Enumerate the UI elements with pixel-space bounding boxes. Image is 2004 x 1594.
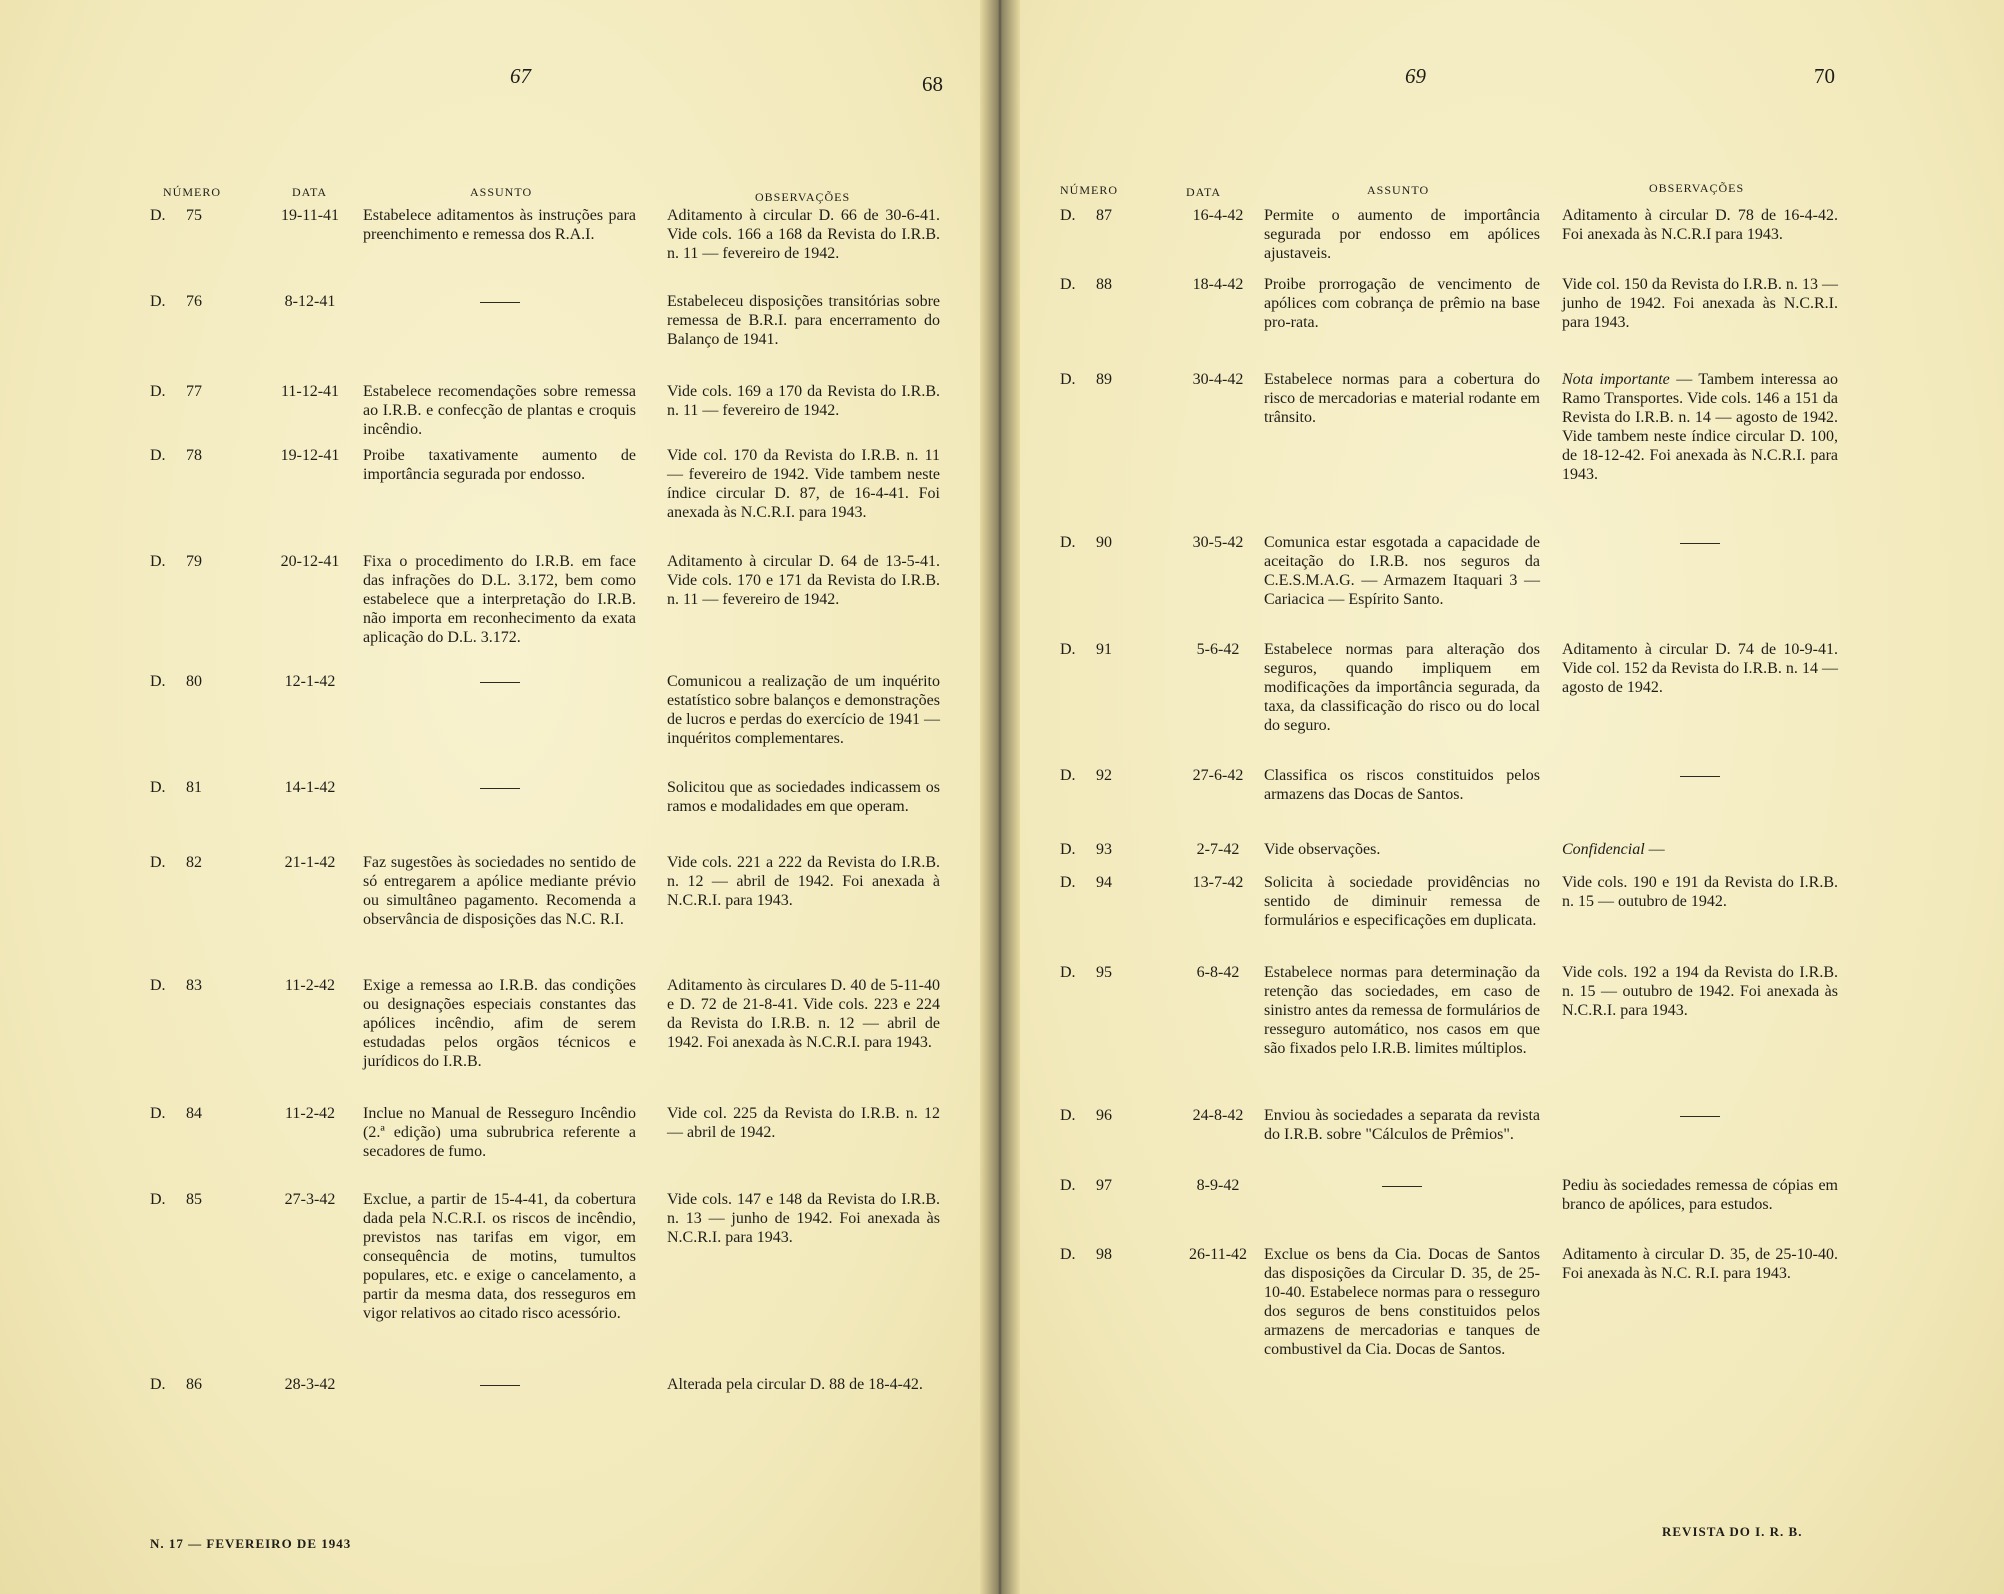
circular-number-value: 83 bbox=[186, 977, 202, 994]
circular-subject: Faz sugestões às sociedades no sentido de só entregarem a apólice mediante prévio ou simultâneo pagamento. Recomenda a observância de disposições das N.C. R.I. bbox=[363, 854, 636, 928]
circular-number bbox=[1060, 840, 1170, 859]
circular-subject: Exclue, a partir de 15-4-41, da cobertura dada pela N.C.R.I. os riscos de incêndio, previstos nas tarifas em vigor, em consequência de motins, tumultos populares, etc. e exige o cancelamento, a partir da mesma data, dos resseguros em vigor relativos ao citado risco acessório. bbox=[363, 1191, 636, 1322]
circular-date: 16-4-42 bbox=[1192, 207, 1244, 224]
left-page bbox=[0, 0, 995, 1594]
dash-divider bbox=[480, 1385, 520, 1386]
circular-subject: Estabelece normas para alteração dos seguros, quando impliquem em modificações da importância segurada, da taxa, da classificação do risco ou do local do seguro. bbox=[1264, 641, 1540, 734]
circular-number-value: 90 bbox=[1096, 534, 1112, 551]
circular-number bbox=[1060, 1106, 1170, 1125]
circular-date: 30-4-42 bbox=[1192, 371, 1244, 388]
empty-subject-dash bbox=[363, 778, 636, 789]
circular-subject: Estabelece aditamentos às instruções para preenchimento e remessa dos R.A.I. bbox=[363, 207, 636, 243]
circular-observations bbox=[1562, 1106, 1838, 1117]
circular-number bbox=[1060, 206, 1170, 225]
observation-emphasis: Nota importante bbox=[1562, 371, 1670, 388]
circular-number-value: 94 bbox=[1096, 874, 1112, 891]
circular-observations: Vide cols. 221 a 222 da Revista do I.R.B. n. 12 — abril de 1942. Foi anexada à N.C.R.I. para 1943. bbox=[667, 854, 940, 909]
circular-prefix: D. bbox=[150, 293, 166, 310]
circular-prefix: D. bbox=[150, 673, 166, 690]
header-numero: NÚMERO bbox=[163, 185, 222, 199]
circular-prefix: D. bbox=[1060, 1246, 1076, 1263]
circular-number bbox=[150, 206, 260, 225]
circular-number-value: 86 bbox=[186, 1376, 202, 1393]
circular-prefix: D. bbox=[150, 383, 166, 400]
circular-date: 18-4-42 bbox=[1192, 276, 1244, 293]
empty-subject-dash bbox=[363, 1375, 636, 1386]
circular-observations bbox=[1562, 370, 1838, 484]
circular-prefix: D. bbox=[150, 977, 166, 994]
circular-observations bbox=[1562, 533, 1838, 544]
circular-observations: Vide cols. 147 e 148 da Revista do I.R.B. n. 13 — junho de 1942. Foi anexada às N.C.R.I. para 1943. bbox=[667, 1191, 940, 1246]
circular-date: 2-7-42 bbox=[1196, 841, 1240, 858]
circular-date: 27-3-42 bbox=[284, 1191, 336, 1208]
circular-number bbox=[1060, 1176, 1170, 1195]
circular-date: 24-8-42 bbox=[1192, 1107, 1244, 1124]
circular-prefix: D. bbox=[1060, 874, 1076, 891]
circular-number bbox=[150, 672, 260, 691]
dash-divider bbox=[1382, 1186, 1422, 1187]
circular-subject: Vide observações. bbox=[1264, 841, 1381, 858]
circular-number-value: 87 bbox=[1096, 207, 1112, 224]
circular-number bbox=[1060, 1245, 1170, 1264]
footer-magazine: REVISTA DO I. R. B. bbox=[1662, 1524, 1803, 1539]
circular-number-value: 77 bbox=[186, 383, 202, 400]
circular-observations: Vide cols. 190 e 191 da Revista do I.R.B. n. 15 — outubro de 1942. bbox=[1562, 874, 1838, 910]
circular-date: 19-11-41 bbox=[280, 207, 340, 224]
circular-number-value: 82 bbox=[186, 854, 202, 871]
circular-number-value: 95 bbox=[1096, 964, 1112, 981]
circular-subject: Inclue no Manual de Resseguro Incêndio (2.ª edição) uma subrubrica referente a secadores de fumo. bbox=[363, 1105, 636, 1160]
circular-date: 8-12-41 bbox=[284, 293, 336, 310]
circular-number-value: 78 bbox=[186, 447, 202, 464]
circular-prefix: D. bbox=[150, 553, 166, 570]
footer-issue: N. 17 — FEVEREIRO DE 1943 bbox=[150, 1536, 352, 1551]
circular-observations: Vide cols. 169 a 170 da Revista do I.R.B. n. 11 — fevereiro de 1942. bbox=[667, 383, 940, 419]
circular-number bbox=[1060, 640, 1170, 659]
dash-divider bbox=[480, 682, 520, 683]
circular-observations: Vide col. 150 da Revista do I.R.B. n. 13 — junho de 1942. Foi anexada às N.C.R.I. para 1943. bbox=[1562, 276, 1838, 331]
circular-prefix: D. bbox=[1060, 371, 1076, 388]
circular-date: 21-1-42 bbox=[284, 854, 336, 871]
circular-observations: Vide col. 170 da Revista do I.R.B. n. 11 — fevereiro de 1942. Vide tambem neste índice circular D. 87, de 16-4-41. Foi anexada às N.C.R.I. para 1943. bbox=[667, 447, 940, 521]
circular-number-value: 91 bbox=[1096, 641, 1112, 658]
circular-observations bbox=[1562, 766, 1838, 777]
header-numero: NÚMERO bbox=[1060, 183, 1119, 197]
circular-number-value: 92 bbox=[1096, 767, 1112, 784]
circular-number bbox=[1060, 766, 1170, 785]
circular-prefix: D. bbox=[1060, 1107, 1076, 1124]
circular-prefix: D. bbox=[1060, 207, 1076, 224]
circular-prefix: D. bbox=[150, 854, 166, 871]
circular-number-value: 79 bbox=[186, 553, 202, 570]
circular-observations: Aditamento à circular D. 66 de 30-6-41. Vide cols. 166 a 168 da Revista do I.R.B. n. 11 — fevereiro de 1942. bbox=[667, 207, 940, 262]
page-number-70: 70 bbox=[1814, 64, 1835, 88]
header-data: DATA bbox=[292, 185, 328, 199]
circular-subject: Exclue os bens da Cia. Docas de Santos das disposições da Circular D. 35, de 25-10-40. Estabelece normas para o resseguro dos seguros de bens constituidos pelos armazens de mercadorias e tanques de combustivel da Cia. Docas de Santos. bbox=[1264, 1246, 1540, 1358]
circular-number bbox=[150, 552, 260, 571]
circular-subject: Comunica estar esgotada a capacidade de aceitação do I.R.B. nos seguros da C.E.S.M.A.G. — Armazem Itaquari 3 — Cariacica — Espírito Santo. bbox=[1264, 534, 1540, 608]
circular-observations: Aditamento à circular D. 74 de 10-9-41. Vide col. 152 da Revista do I.R.B. n. 14 — agosto de 1942. bbox=[1562, 641, 1838, 696]
circular-observations: Estabeleceu disposições transitórias sobre remessa de B.R.I. para encerramento do Balanço de 1941. bbox=[667, 293, 940, 348]
circular-observations: Comunicou a realização de um inquérito estatístico sobre balanços e demonstrações de lucros e perdas do exercício de 1941 — inquéritos complementares. bbox=[667, 673, 940, 747]
circular-observations: Aditamento à circular D. 64 de 13-5-41. Vide cols. 170 e 171 da Revista do I.R.B. n. 11 — fevereiro de 1942. bbox=[667, 553, 940, 608]
circular-number-value: 75 bbox=[186, 207, 202, 224]
circular-number-value: 88 bbox=[1096, 276, 1112, 293]
circular-date: 27-6-42 bbox=[1192, 767, 1244, 784]
header-observacoes: OBSERVAÇÕES bbox=[1649, 181, 1745, 195]
page-number-69: 69 bbox=[1405, 64, 1426, 88]
circular-date: 11-12-41 bbox=[280, 383, 340, 400]
circular-number-value: 93 bbox=[1096, 841, 1112, 858]
circular-subject: Estabelece recomendações sobre remessa ao I.R.B. e confecção de plantas e croquis incêndio. bbox=[363, 383, 636, 438]
circular-prefix: D. bbox=[1060, 276, 1076, 293]
observation-text: — Tambem interessa ao Ramo Transportes. Vide cols. 146 a 151 da Revista do I.R.B. n. 14 — agosto de 1942. Vide tambem neste índice circular D. 100, de 18-12-42. Foi anexada às N.C.R.I. para 1943. bbox=[1562, 371, 1838, 483]
circular-date: 11-2-42 bbox=[284, 977, 336, 994]
book-gutter bbox=[980, 0, 1020, 1594]
circular-date: 20-12-41 bbox=[280, 553, 340, 570]
observation-emphasis: Confidencial bbox=[1562, 841, 1645, 858]
circular-date: 19-12-41 bbox=[280, 447, 340, 464]
circular-subject: Permite o aumento de importância segurada por endosso em apólices ajustaveis. bbox=[1264, 207, 1540, 262]
circular-number-value: 84 bbox=[186, 1105, 202, 1122]
circular-observations: Alterada pela circular D. 88 de 18-4-42. bbox=[667, 1376, 923, 1393]
circular-prefix: D. bbox=[1060, 964, 1076, 981]
circular-subject: Enviou às sociedades a separata da revista do I.R.B. sobre "Cálculos de Prêmios". bbox=[1264, 1107, 1540, 1143]
circular-prefix: D. bbox=[1060, 767, 1076, 784]
circular-date: 12-1-42 bbox=[284, 673, 336, 690]
circular-subject: Exige a remessa ao I.R.B. das condições ou designações especiais constantes das apólices incêndio, afim de serem estudadas pelos orgãos técnicos e jurídicos do I.R.B. bbox=[363, 977, 636, 1070]
right-page bbox=[1000, 0, 2004, 1594]
circular-number-value: 76 bbox=[186, 293, 202, 310]
circular-number-value: 98 bbox=[1096, 1246, 1112, 1263]
circular-subject: Proibe taxativamente aumento de importância segurada por endosso. bbox=[363, 447, 636, 483]
circular-observations: Pediu às sociedades remessa de cópias em branco de apólices, para estudos. bbox=[1562, 1177, 1838, 1213]
circular-prefix: D. bbox=[150, 779, 166, 796]
circular-number bbox=[150, 976, 260, 995]
circular-number-value: 97 bbox=[1096, 1177, 1112, 1194]
circular-number bbox=[1060, 963, 1170, 982]
circular-prefix: D. bbox=[1060, 641, 1076, 658]
circular-prefix: D. bbox=[150, 207, 166, 224]
circular-number bbox=[1060, 873, 1170, 892]
circular-number bbox=[150, 853, 260, 872]
empty-subject-dash bbox=[363, 672, 636, 683]
header-data: DATA bbox=[1186, 185, 1222, 199]
empty-subject-dash bbox=[1264, 1176, 1540, 1187]
circular-observations: Vide col. 225 da Revista do I.R.B. n. 12 — abril de 1942. bbox=[667, 1105, 940, 1141]
circular-subject: Estabelece normas para a cobertura do risco de mercadorias e material rodante em trânsito. bbox=[1264, 371, 1540, 426]
circular-number-value: 80 bbox=[186, 673, 202, 690]
circular-observations: Aditamento às circulares D. 40 de 5-11-40 e D. 72 de 21-8-41. Vide cols. 223 e 224 da Revista do I.R.B. n. 12 — abril de 1942. Foi anexada às N.C.R.I. para 1943. bbox=[667, 977, 940, 1051]
circular-prefix: D. bbox=[1060, 841, 1076, 858]
dash-divider bbox=[480, 302, 520, 303]
circular-number bbox=[1060, 370, 1170, 389]
circular-observations: Aditamento à circular D. 78 de 16-4-42. Foi anexada às N.C.R.I para 1943. bbox=[1562, 207, 1838, 243]
circular-number bbox=[150, 778, 260, 797]
circular-prefix: D. bbox=[1060, 1177, 1076, 1194]
circular-date: 26-11-42 bbox=[1188, 1246, 1248, 1263]
circular-date: 8-9-42 bbox=[1196, 1177, 1240, 1194]
circular-number bbox=[150, 446, 260, 465]
circular-prefix: D. bbox=[150, 1191, 166, 1208]
dash-divider bbox=[1680, 543, 1720, 544]
circular-subject: Classifica os riscos constituidos pelos armazens das Docas de Santos. bbox=[1264, 767, 1540, 803]
circular-subject: Estabelece normas para determinação da retenção das sociedades, em caso de sinistro antes da remessa de formulários de resseguro automático, nos casos em que são fixados pelo I.R.B. limites múltiplos. bbox=[1264, 964, 1540, 1057]
circular-date: 5-6-42 bbox=[1196, 641, 1240, 658]
page-number-67: 67 bbox=[510, 64, 531, 88]
circular-observations bbox=[1562, 840, 1838, 859]
circular-subject: Proibe prorrogação de vencimento de apólices com cobrança de prêmio na base pro-rata. bbox=[1264, 276, 1540, 331]
circular-number bbox=[150, 1104, 260, 1123]
observation-text: — bbox=[1644, 841, 1665, 858]
circular-prefix: D. bbox=[150, 1376, 166, 1393]
circular-number bbox=[1060, 533, 1170, 552]
circular-date: 30-5-42 bbox=[1192, 534, 1244, 551]
circular-number-value: 81 bbox=[186, 779, 202, 796]
circular-observations: Solicitou que as sociedades indicassem os ramos e modalidades em que operam. bbox=[667, 779, 940, 815]
circular-date: 13-7-42 bbox=[1192, 874, 1244, 891]
circular-number bbox=[1060, 275, 1170, 294]
empty-subject-dash bbox=[363, 292, 636, 303]
circular-prefix: D. bbox=[150, 447, 166, 464]
dash-divider bbox=[480, 788, 520, 789]
header-assunto: ASSUNTO bbox=[470, 185, 533, 199]
circular-date: 28-3-42 bbox=[284, 1376, 336, 1393]
circular-date: 11-2-42 bbox=[284, 1105, 336, 1122]
page-number-68: 68 bbox=[922, 72, 943, 96]
circular-date: 6-8-42 bbox=[1196, 964, 1240, 981]
circular-prefix: D. bbox=[1060, 534, 1076, 551]
circular-number bbox=[150, 1190, 260, 1209]
circular-number bbox=[150, 382, 260, 401]
circular-subject: Solicita à sociedade providências no sentido de diminuir remessa de formulários e especificações em duplicata. bbox=[1264, 874, 1540, 929]
circular-subject: Fixa o procedimento do I.R.B. em face das infrações do D.L. 3.172, bem como estabelece que a interpretação do I.R.B. não importa em reconhecimento da exata aplicação do D.L. 3.172. bbox=[363, 553, 636, 646]
circular-observations: Vide cols. 192 a 194 da Revista do I.R.B. n. 15 — outubro de 1942. Foi anexada às N.C.R.I. para 1943. bbox=[1562, 964, 1838, 1019]
header-assunto: ASSUNTO bbox=[1367, 183, 1430, 197]
circular-date: 14-1-42 bbox=[284, 779, 336, 796]
circular-number-value: 85 bbox=[186, 1191, 202, 1208]
header-observacoes: OBSERVAÇÕES bbox=[755, 190, 851, 204]
circular-number-value: 89 bbox=[1096, 371, 1112, 388]
circular-number-value: 96 bbox=[1096, 1107, 1112, 1124]
circular-number bbox=[150, 1375, 260, 1394]
circular-observations: Aditamento à circular D. 35, de 25-10-40. Foi anexada às N.C. R.I. para 1943. bbox=[1562, 1246, 1838, 1282]
dash-divider bbox=[1680, 776, 1720, 777]
dash-divider bbox=[1680, 1116, 1720, 1117]
circular-number bbox=[150, 292, 260, 311]
circular-prefix: D. bbox=[150, 1105, 166, 1122]
